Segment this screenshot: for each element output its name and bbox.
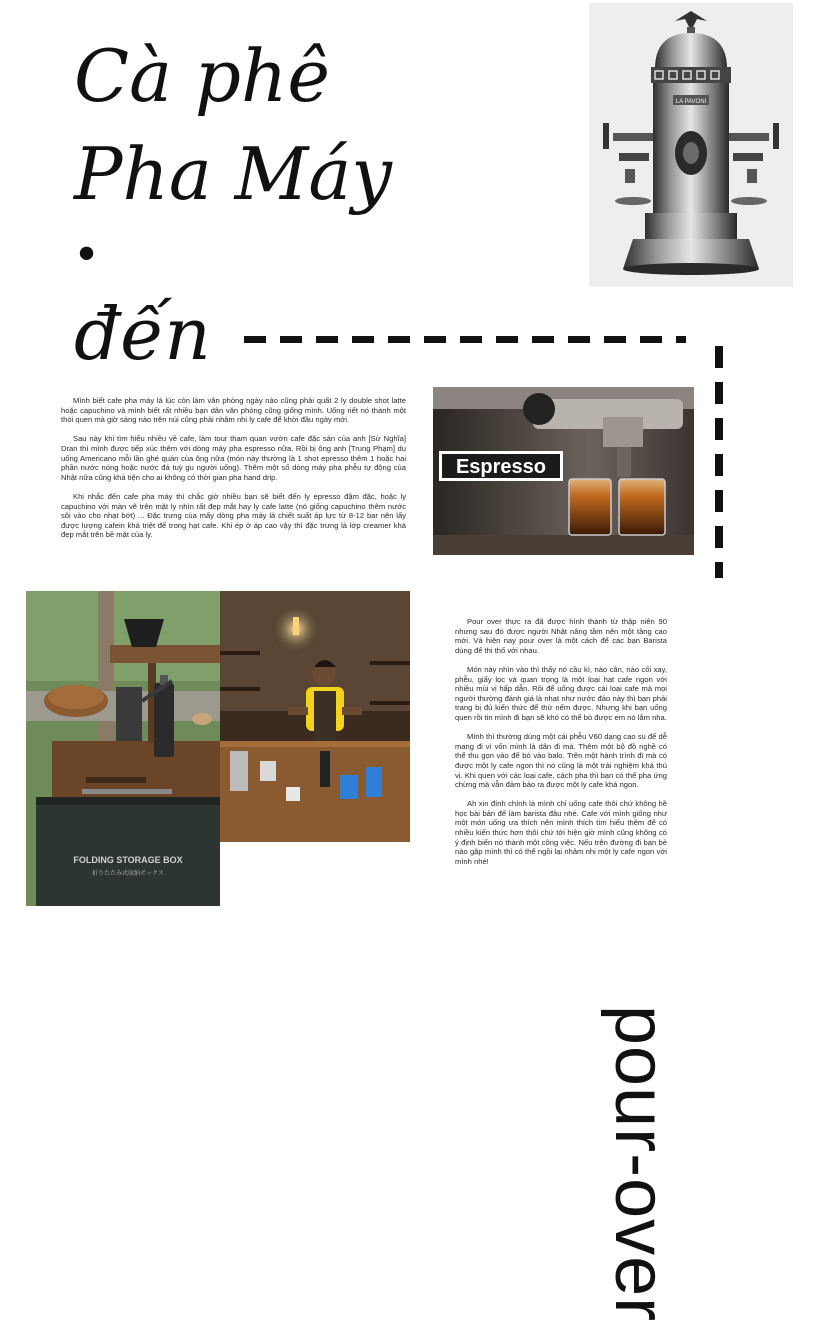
vertical-dashed-line: [715, 346, 723, 578]
espresso-shots-photo: [433, 387, 694, 555]
title-line-4: đến: [74, 292, 211, 376]
pourover-kit-photo: [26, 591, 220, 906]
article-pourover: [455, 617, 667, 876]
article-pourover-paragraph-2: Món này nhìn vào thì thấy nó cầu kì, nào cân, nào cối xay, phễu, giấy lọc và quan trọng là một loại hạt cafe ngon với nhiều mùi vị hấp dẫn. Rồi để uống được cái loại cafe mà mọi người thường đánh giá là nhạt như nước đảo này thì bạn phải trang bị đủ kiến thức để thử nếm được. Nhưng khi bạn uống quen rồi tin mình đi bạn sẽ khó có thể bỏ được em nó lắm nha.: [455, 664, 667, 722]
espresso-label: Espresso: [455, 456, 547, 478]
article-espresso-paragraph-1: Mình biết cafe pha máy là lúc còn làm văn phòng ngày nào cũng phải quất 2 ly double shot latte hoặc capuchino và mình biết rất nhiều bạn dân văn phòng cũng giống mình. Uống riết nó thành một thói quen mà giờ sáng nào trên núi cũng phải nhâm nhi ly cafe để khởi đầu ngày mới.: [61, 396, 406, 425]
storage-box-label: FOLDING STORAGE BOX: [73, 855, 183, 865]
article-espresso-paragraph-3: Khi nhắc đến cafe pha máy thì chắc giờ nhiều bạn sẽ biết đến ly epresso đậm đặc, hoặc ly capuchino với màn vẽ trên mặt ly nhìn rất đẹp mắt hay ly cafe latte (nó giống capuchino thêm nước sôi vào cho nhạt bớt) ... Đặc trưng của mấy dòng pha máy là chiết suất áp lực từ 8-12 bar nên lấy được lượng cafein khá triệt để trong hạt cafe. Khi ép ở áp cao vậy thì đặc trưng là lớp creamer khá đẹp mắt trên bề mặt của ly.: [61, 491, 406, 540]
horizontal-dashed-line: [244, 336, 686, 343]
vintage-espresso-machine-photo: [589, 3, 793, 287]
title-line-2: Pha Máy: [74, 132, 392, 216]
barista-photo: [220, 591, 410, 842]
title-line-1: Cà phê: [74, 34, 330, 118]
article-espresso: [61, 396, 406, 550]
article-espresso-paragraph-2: Sau này khi tìm hiểu nhiều về cafe, làm tour tham quan vườn cafe đặc sản của anh [Sử Nghĩa] Dran thì mình được tiếp xúc thêm với dòng máy pha espresso nữa. Rồi bị ông anh [Trung Phạm] dụ uống Americano mỗi lần ghé quán của ông nữa (món này thường là 1 shot epresso thêm 1 hoặc hai phần nước nóng hoặc nước đá tuỳ gu người uống). Thêm một số dòng máy pha phễu tự động của Nhật nữa cũng khá tiện cho ai không có thời gian pha hand drip.: [61, 434, 406, 482]
article-pourover-paragraph-3: Mình thì thường dùng một cái phễu V60 dạng cao su để dễ mang đi vì vốn mình là dân đi mà. Thêm một bộ đồ nghề có thể thu gọn vào để bỏ vào balo. Trên một hành trình đi mà có được một ly cafe ngon thì nó cũng là một trải nghiệm khá thú vị. Khi quen với các loại cafe, cách pha thì bạn có thể pha ứng chừng mà vẫn đảm bảo ra được một ly cafe khá ngon.: [455, 732, 667, 790]
vertical-title-pour-over: pour-over: [600, 1005, 680, 1322]
storage-box-sublabel: 折りたたみ式収納ボックス: [92, 870, 164, 877]
machine-plate-text: LA PAVONI: [675, 99, 707, 105]
article-pourover-paragraph-1: Pour over thực ra đã được hình thành từ thập niên 90 nhưng sau đó được người Nhật nâng tầm nên một tầng cao mới. Và hiện nay pour over là một cách để các bạn Barista dùng để thi thố với nhau.: [455, 617, 667, 655]
title-dot: .: [74, 191, 100, 276]
article-pourover-paragraph-4: Ah xin đính chính là mình chỉ uống cafe thôi chứ không hề học bài bản để làm barista đâu nhé. Cafe với mình giống như một món uống ưa thích nên mình thích tìm hiểu thêm để có nhiều kiến thức hơn thôi chứ tới hiện giờ mình cũng không có ý định biến nó thành một công việc. Nếu trên đường đi bạn bè nào gặp mình thì có thể ngồi lại nhâm nhi một ly cafe ngon với mình nhé!: [455, 799, 667, 866]
